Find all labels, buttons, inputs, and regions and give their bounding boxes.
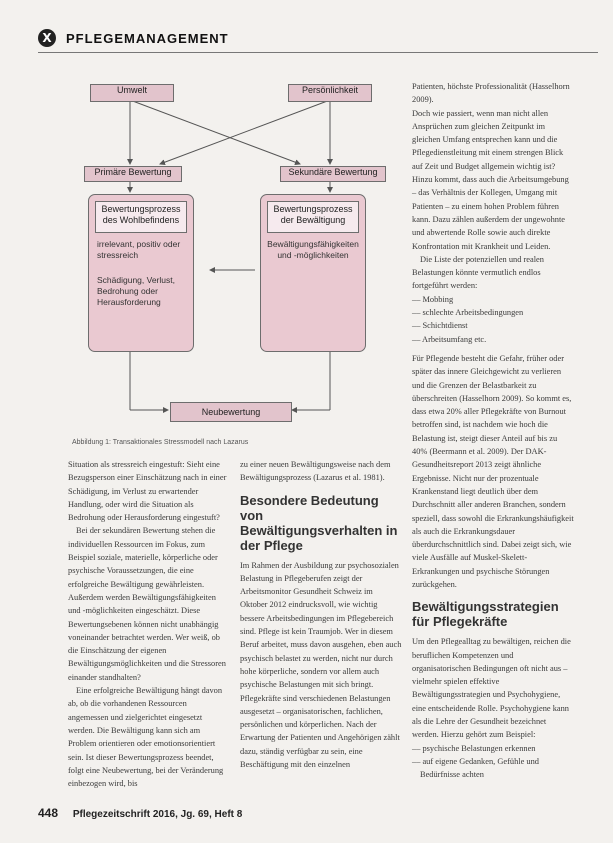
figure-caption: Abbildung 1: Transaktionales Stressmodell nach Lazarus <box>72 439 249 446</box>
col2-paragraph-1: zu einer neuen Bewältigungsweise nach dem Bewältigungsprozess (Lazarus et al. 1981). <box>240 460 391 483</box>
col2-heading: Besondere Bedeutung von Bewältigungsverhalten in der Pflege <box>240 492 398 553</box>
node-secondary-appraisal: Sekundäre Bewertung <box>280 166 386 182</box>
col3-paragraph-2: Doch wie passiert, wenn man nicht allen Ansprüchen zum gleichen Zeitpunkt im gleichen Umfang entsprechen kann und die Pflegedienstleitung mit einem strengen Blick auf Zeit und Budget allgemein wichtig ist? Hinzu kommt, dass auch die Arbeitsumgebung – das Verhältnis der Kollegen, Umgang mit Patienten – zu einem hohen Problem führen kann. Dazu zählen außerdem der ungewohnte und abwertende Rolle sowie auch direkte Konfrontation mit Krankheit und Leiden. <box>412 108 569 251</box>
panel-wellbeing-line2: Schädigung, Verlust, Bedrohung oder Herausforderung <box>97 275 175 307</box>
stress-model-figure <box>70 70 400 440</box>
node-primary-appraisal: Primäre Bewertung <box>84 166 182 182</box>
col1-paragraph-2: Bei der sekundären Bewertung stehen die individuellen Ressourcen im Fokus, zum Beispiel soziale, materielle, körperliche oder psychische Voraussetzungen, die eine erfolgreiche Bewältigung gewährleisten. Außerdem werden Bewältigungsfähigkeiten und -möglichkeiten eingeschätzt. Diese Bewertungsebenen können nicht unabhängig voneinander betrachtet werden. Wer weiß, ob die Einschätzung der eigenen Bewältigungsmöglichkeiten und die Stressoren einander standhalten? <box>68 526 226 682</box>
col1-paragraph-3: Eine erfolgreiche Bewältigung hängt davon ab, ob die vorhandenen Ressourcen angemessen und zielgerichtet eingesetzt werden. Die Bewältigung kann sich am Problem orientieren oder emotionsorientiert sein. Ist dieser Bewertungsprozess beendet, folgt eine Neubewertung, bei der Veränderung einbezogen wird, bis <box>68 686 224 789</box>
column-2 <box>240 458 402 771</box>
column-1 <box>68 458 228 790</box>
col3-bullet-2: –– auf eigene Gedanken, Gefühle und Bedürfnisse achten <box>412 756 539 780</box>
panel-coping-title: Bewertungsprozess der Bewältigung <box>267 201 359 233</box>
col2-paragraph-2: Im Rahmen der Ausbildung zur psychosozialen Belastung in Pflegeberufen zeigt der Arbeitsmonitor Gesundheit Schweiz im Oktober 2012 eindrucksvoll, wie wichtig bessere Arbeitsbedingungen im Pflegebereich sind. Pflege ist kein Traumjob. Wer in diesem Beruf arbeitet, muss davon ausgehen, eben auch psychisch belastet zu werden, nicht nur durch hohe körperliche, sondern vor allem auch psychische Belastungen mit sich bringt. Pflegekräfte sind verschiedenen Belastungen ausgesetzt – organisatorischen, fachlichen, persönlichen und körperlichen. Nach der Erwartung der Patienten und Angehörigen zählt dazu, ständig verfügbar zu sein, eine Beschäftigung mit den einzelnen <box>240 560 402 770</box>
col3-bullet: –– Mobbing <box>412 294 454 304</box>
col3-bullet: –– Schichtdienst <box>412 321 468 331</box>
col3-paragraph-3: Die Liste der potenziellen und realen Belastungen könnte vermutlich endlos fortgeführt werden: <box>412 254 544 291</box>
col3-paragraph-1: Patienten, höchste Professionalität (Hasselhorn 2009). <box>412 82 570 105</box>
journal-citation: Pflegezeitschrift 2016, Jg. 69, Heft 8 <box>72 809 243 820</box>
column-3 <box>412 80 574 782</box>
header-rule <box>38 52 598 53</box>
col3-paragraph-4: Für Pflegende besteht die Gefahr, früher oder später das innere Gleichgewicht zu verlieren und die Grenzen der Belastbarkeit zu überschreiten (Hasselhorn 2009). So kommt es, dass etwa 20% aller Pflegekräfte von Burnout betroffen sind, ist nachdem wie hoch die Belastung ist, steigt dieser Anteil auf bis zu 40% (Beermann et al. 2009). Der DAK-Gesundheitsreport 2013 zeigt ähnliche Ergebnisse. Nicht nur der prozentuale Krankenstand liegt deutlich über dem Durchschnitt aller anderen Branchen, sondern speziell, dass sowohl die Erkrankungshäufigkeit als auch die Erkrankungsdauer überdurchschnittlich sind. Dabei zeigt sich, wie viele Ausfälle auf Muskel-Skelett-Erkrankungen und psychische Störungen zurückgehen. <box>412 353 574 589</box>
panel-wellbeing-title: Bewertungsprozess des Wohlbefindens <box>95 201 187 233</box>
section-title: PFLEGEMANAGEMENT <box>66 31 229 46</box>
page-footer <box>38 806 598 820</box>
journal-logo: X <box>38 29 56 47</box>
col1-paragraph-1: Situation als stressreich eingestuft: Sieht eine Bezugsperson einer Einschätzung nach in einer Schädigung, im Verlust zu erwartender Handlung, oder wird die Situation als Bedrohung oder Herausforderung eingestuft? <box>68 460 227 523</box>
panel-wellbeing-line1: irrelevant, positiv oder stressreich <box>97 239 181 260</box>
panel-wellbeing <box>88 194 194 352</box>
panel-coping-line1: Bewältigungsfähigkeiten und -möglichkeiten <box>267 239 359 260</box>
node-persoenlichkeit: Persönlichkeit <box>288 84 372 102</box>
panel-coping <box>260 194 366 352</box>
node-reappraisal: Neubewertung <box>170 402 292 422</box>
col3-bullet-2: –– psychische Belastungen erkennen <box>412 743 536 753</box>
col3-heading: Bewältigungsstrategien für Pflegekräfte <box>412 599 559 630</box>
page-header <box>38 28 598 50</box>
col3-bullet: –– Arbeitsumfang etc. <box>412 334 487 344</box>
page-number: 448 <box>38 806 59 820</box>
col3-paragraph-5: Um den Pflegealltag zu bewältigen, reichen die beruflichen Kompetenzen und organisatorischen Bedingungen oft nicht aus – vielmehr spielen effektive Bewältigungsstrategien und Psychohygiene, eine entscheidende Rolle. Psychohygiene kann als die Lehre der Gesundheit bezeichnet werden. Hierzu gehört zum Beispiel: <box>412 637 571 740</box>
col3-bullet: –– schlechte Arbeitsbedingungen <box>412 308 524 318</box>
node-umwelt: Umwelt <box>90 84 174 102</box>
